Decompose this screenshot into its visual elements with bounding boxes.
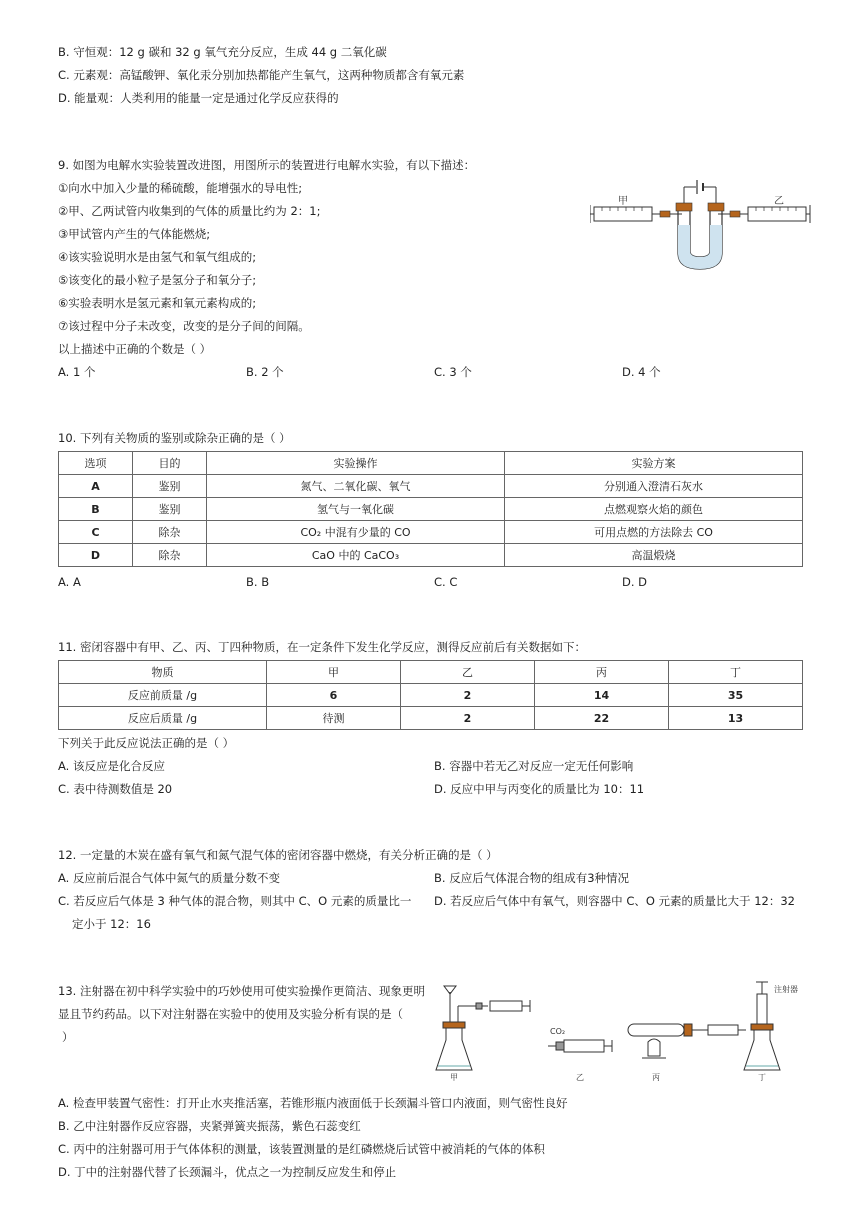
table-cell: 反应前质量 /g: [59, 684, 267, 707]
table-cell: D: [59, 544, 133, 567]
q9-item-7: ⑦该过程中分子未改变，改变的是分子间的间隔。: [58, 319, 310, 333]
q9-item-3: ③甲试管内产生的气体能燃烧;: [58, 227, 211, 241]
q11-option-d[interactable]: D. 反应中甲与丙变化的质量比为 10：11: [434, 782, 645, 796]
q10-option-c[interactable]: C. C: [434, 575, 458, 589]
apparatus-ding: [744, 982, 780, 1070]
table-cell: 13: [669, 707, 803, 730]
table-cell: 14: [535, 684, 669, 707]
figure-label-yi: 乙: [576, 1073, 584, 1082]
table-header: 实验操作: [207, 452, 505, 475]
table-header: 乙: [401, 661, 535, 684]
figure-label-yi: 乙: [774, 196, 784, 207]
table-cell: 反应后质量 /g: [59, 707, 267, 730]
table-cell: 分别通入澄清石灰水: [505, 475, 803, 498]
q13-stem-line2: 显且节约药品。以下对注射器在实验中的使用及实验分析有误的是（: [58, 1007, 403, 1021]
figure-label-syringe: 注射器: [774, 985, 798, 994]
table-row: [59, 475, 803, 498]
q9-stem: 9. 如图为电解水实验装置改进图，用图所示的装置进行电解水实验，有以下描述：: [58, 158, 476, 172]
electrolysis-apparatus-figure: [590, 175, 812, 275]
table-cell: 氢气与一氧化碳: [207, 498, 505, 521]
table-header: 丙: [535, 661, 669, 684]
figure-label-jia: 甲: [450, 1073, 458, 1082]
figure-label-ding: 丁: [758, 1073, 766, 1082]
apparatus-jia: [436, 986, 530, 1070]
table-cell: 鉴别: [133, 475, 207, 498]
table-cell: 氮气、二氧化碳、氧气: [207, 475, 505, 498]
table-row: [59, 707, 803, 730]
option-d-prev: D. 能量观：人类利用的能量一定是通过化学反应获得的: [58, 91, 339, 105]
table-row: [59, 684, 803, 707]
q9-item-4: ④该实验说明水是由氢气和氧气组成的;: [58, 250, 257, 264]
q13-option-c[interactable]: C. 丙中的注射器可用于气体体积的测量，该装置测量的是红磷燃烧后试管中被消耗的气体的体积: [58, 1142, 545, 1156]
table-cell: 待测: [267, 707, 401, 730]
table-cell: 除杂: [133, 521, 207, 544]
option-b-prev: B. 守恒观：12 g 碳和 32 g 氧气充分反应，生成 44 g 二氧化碳: [58, 45, 387, 59]
option-c-prev: C. 元素观：高锰酸钾、氧化汞分别加热都能产生氧气，这两种物质都含有氧元素: [58, 68, 465, 82]
q12-option-b[interactable]: B. 反应后气体混合物的组成有3种情况: [434, 871, 630, 885]
table-cell: 可用点燃的方法除去 CO: [505, 521, 803, 544]
q9-option-a[interactable]: A. 1 个: [58, 365, 96, 379]
figure-label-jia: 甲: [618, 196, 628, 207]
q13-option-b[interactable]: B. 乙中注射器作反应容器，夹紧弹簧夹振荡，紫色石蕊变红: [58, 1119, 361, 1133]
table-header: 物质: [59, 661, 267, 684]
table-cell: 2: [401, 684, 535, 707]
table-cell: CaO 中的 CaCO₃: [207, 544, 505, 567]
q13-option-a[interactable]: A. 检查甲装置气密性：打开止水夹推活塞，若锥形瓶内液面低于长颈漏斗管口内液面，则气密性良好: [58, 1096, 568, 1110]
q11-option-c[interactable]: C. 表中待测数值是 20: [58, 782, 173, 796]
q10-option-b[interactable]: B. B: [246, 575, 270, 589]
table-row: [59, 544, 803, 567]
q11-option-b[interactable]: B. 容器中若无乙对反应一定无任何影响: [434, 759, 634, 773]
q9-ask: 以上描述中正确的个数是（ ）: [58, 342, 212, 356]
syringe-experiments-figure: [428, 978, 810, 1082]
q12-option-c-cont: 定小于 12：16: [72, 917, 151, 931]
q9-option-c[interactable]: C. 3 个: [434, 365, 472, 379]
q9-item-1: ①向水中加入少量的稀硫酸，能增强水的导电性;: [58, 181, 303, 195]
q13-option-d[interactable]: D. 丁中的注射器代替了长颈漏斗，优点之一为控制反应发生和停止: [58, 1165, 397, 1179]
figure-label-co2: CO₂: [550, 1027, 566, 1036]
table-cell: A: [59, 475, 133, 498]
table-cell: 高温煅烧: [505, 544, 803, 567]
q12-option-d[interactable]: D. 若反应后气体中有氧气，则容器中 C、O 元素的质量比大于 12：32: [434, 894, 795, 908]
table-header-row: [59, 452, 803, 475]
q13-stem-line3: ）: [62, 1030, 74, 1044]
table-cell: 35: [669, 684, 803, 707]
table-header: 目的: [133, 452, 207, 475]
q10-stem: 10. 下列有关物质的鉴别或除杂正确的是（ ）: [58, 431, 291, 445]
table-cell: 鉴别: [133, 498, 207, 521]
table-cell: B: [59, 498, 133, 521]
table-cell: 22: [535, 707, 669, 730]
q9-option-d[interactable]: D. 4 个: [622, 365, 661, 379]
table-cell: 2: [401, 707, 535, 730]
q9-option-b[interactable]: B. 2 个: [246, 365, 284, 379]
table-cell: 除杂: [133, 544, 207, 567]
figure-label-bing: 丙: [652, 1073, 660, 1082]
table-cell: CO₂ 中混有少量的 CO: [207, 521, 505, 544]
table-row: [59, 521, 803, 544]
q12-stem: 12. 一定量的木炭在盛有氧气和氮气混气体的密闭容器中燃烧，有关分析正确的是（ ）: [58, 848, 498, 862]
q12-option-c[interactable]: C. 若反应后气体是 3 种气体的混合物，则其中 C、O 元素的质量比一: [58, 894, 412, 908]
table-header: 选项: [59, 452, 133, 475]
q13-stem-line1: 13. 注射器在初中科学实验中的巧妙使用可使实验操作更简洁、现象更明: [58, 984, 425, 998]
q10-option-a[interactable]: A. A: [58, 575, 81, 589]
table-header: 实验方案: [505, 452, 803, 475]
q11-table: [58, 660, 803, 730]
q12-option-a[interactable]: A. 反应前后混合气体中氮气的质量分数不变: [58, 871, 280, 885]
q10-table: [58, 451, 803, 567]
q11-ask: 下列关于此反应说法正确的是（ ）: [58, 736, 235, 750]
table-header-row: [59, 661, 803, 684]
q9-item-2: ②甲、乙两试管内收集到的气体的质量比约为 2：1;: [58, 204, 321, 218]
table-header: 丁: [669, 661, 803, 684]
q9-item-6: ⑥实验表明水是氢元素和氧元素构成的;: [58, 296, 257, 310]
table-header: 甲: [267, 661, 401, 684]
table-cell: C: [59, 521, 133, 544]
table-row: [59, 498, 803, 521]
table-cell: 点燃观察火焰的颜色: [505, 498, 803, 521]
q11-option-a[interactable]: A. 该反应是化合反应: [58, 759, 165, 773]
q10-option-d[interactable]: D. D: [622, 575, 648, 589]
table-cell: 6: [267, 684, 401, 707]
apparatus-yi: [548, 1040, 612, 1052]
q9-item-5: ⑤该变化的最小粒子是氢分子和氧分子;: [58, 273, 257, 287]
apparatus-bing: [628, 1024, 746, 1058]
q11-stem: 11. 密闭容器中有甲、乙、丙、丁四种物质，在一定条件下发生化学反应，测得反应前后有关数据如下：: [58, 640, 586, 654]
